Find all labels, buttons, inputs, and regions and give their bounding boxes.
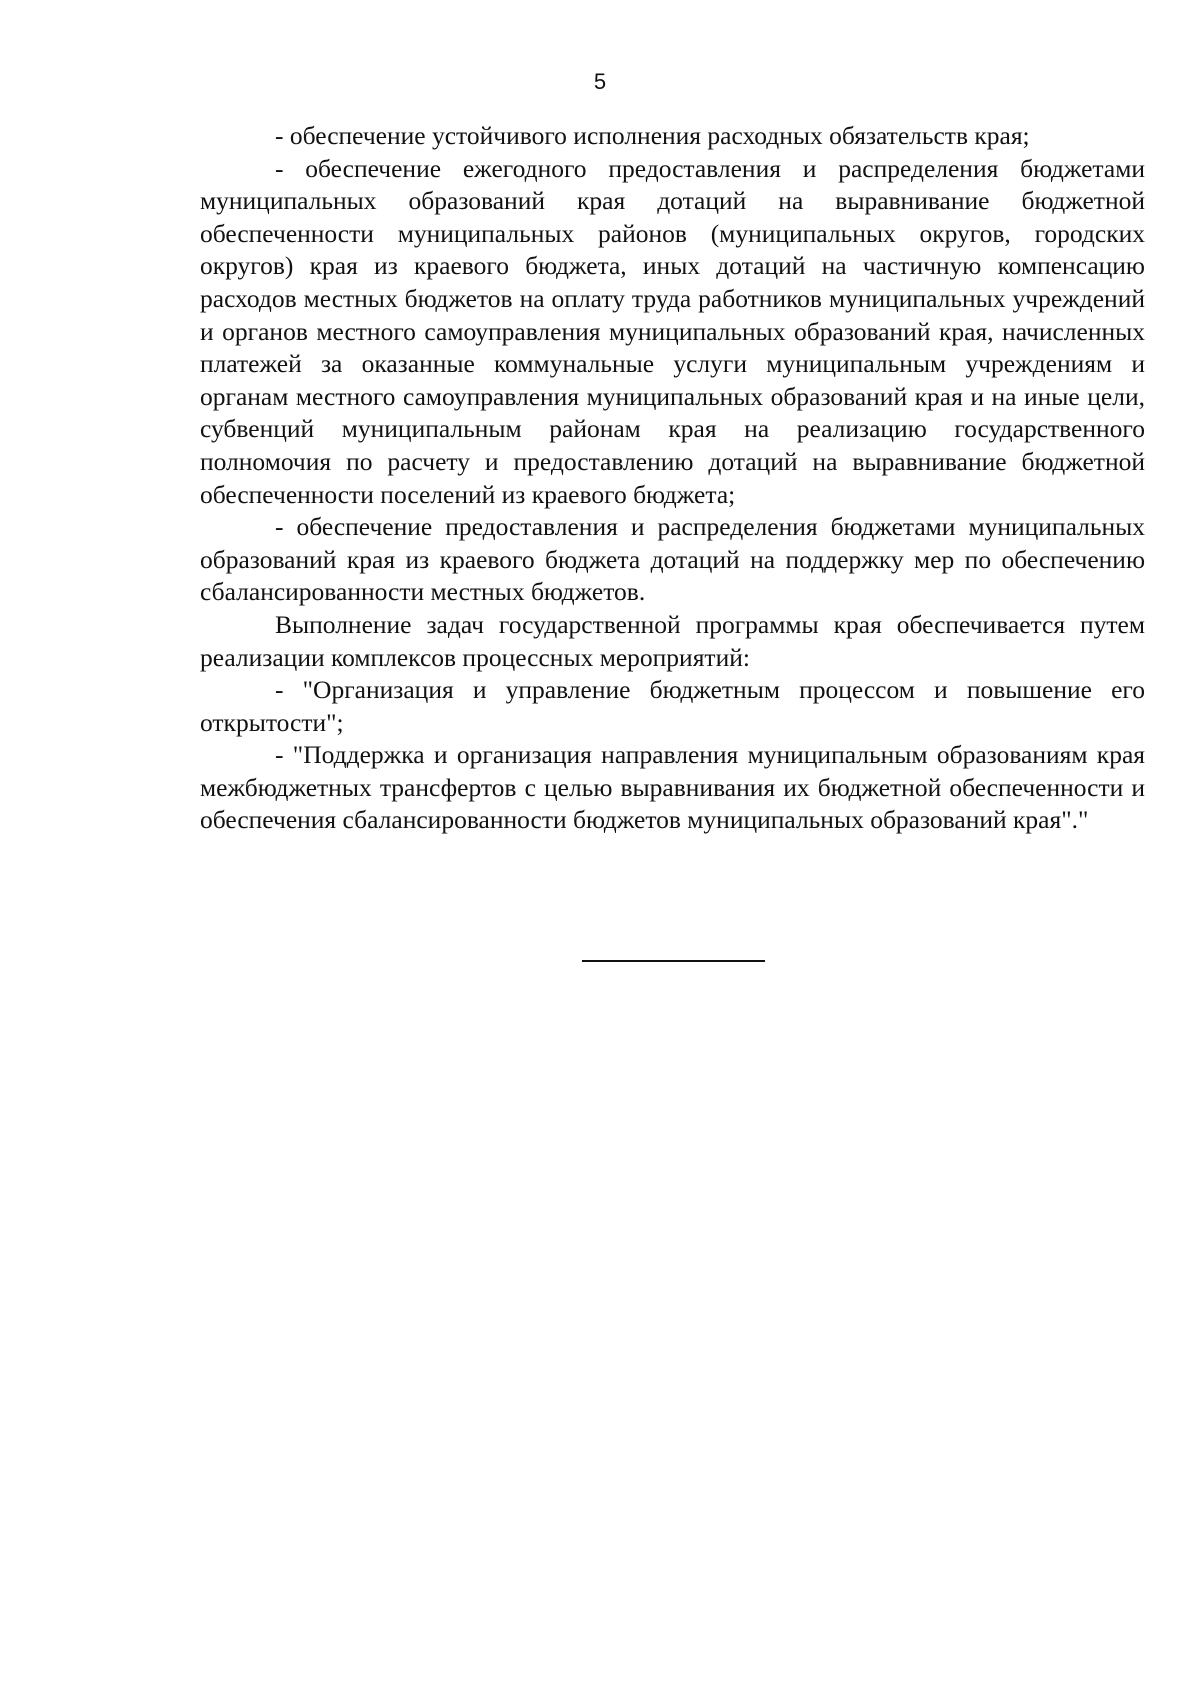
paragraph-5: - "Организация и управление бюджетным процессом и повышение его открытости";: [200, 675, 1145, 737]
document-body: [200, 120, 1145, 837]
end-separator-line: [582, 960, 765, 962]
paragraph-4: Выполнение задач государственной программы края обеспечивается путем реализации комплексов процессных мероприятий:: [200, 609, 1145, 672]
paragraph-1: - обеспечение устойчивого исполнения расходных обязательств края;: [275, 121, 1030, 150]
paragraph-6: - "Поддержка и организация направления муниципальным образованиям края межбюджетных трансфертов с целью выравнивания их бюджетной обеспеченности и обеспечения сбалансированности бюджетов муниципальных образований края".": [200, 740, 1145, 835]
paragraph-3: - обеспечение предоставления и распределения бюджетами муниципальных образований края из краевого бюджета дотаций на поддержку мер по обеспечению сбалансированности местных бюджетов.: [200, 512, 1145, 607]
page-number: 5: [593, 69, 607, 94]
paragraph-2: - обеспечение ежегодного предоставления и распределения бюджетами муниципальных образований края дотаций на выравнивание бюджетной обеспеченности муниципальных районов (муниципальных округов, городских округов) края из краевого бюджета, иных дотаций на частичную компенсацию расходов местных бюджетов на оплату труда работников муниципальных учреждений и органов местного самоуправления муниципальных образований края, начисленных платежей за оказанные коммунальные услуги муниципальным учреждениям и органам местного самоуправления муниципальных образований края и на иные цели, субвенций муниципальным районам края на реализацию государственного полномочия по расчету и предоставлению дотаций на выравнивание бюджетной обеспеченности поселений из краевого бюджета;: [200, 153, 1145, 509]
